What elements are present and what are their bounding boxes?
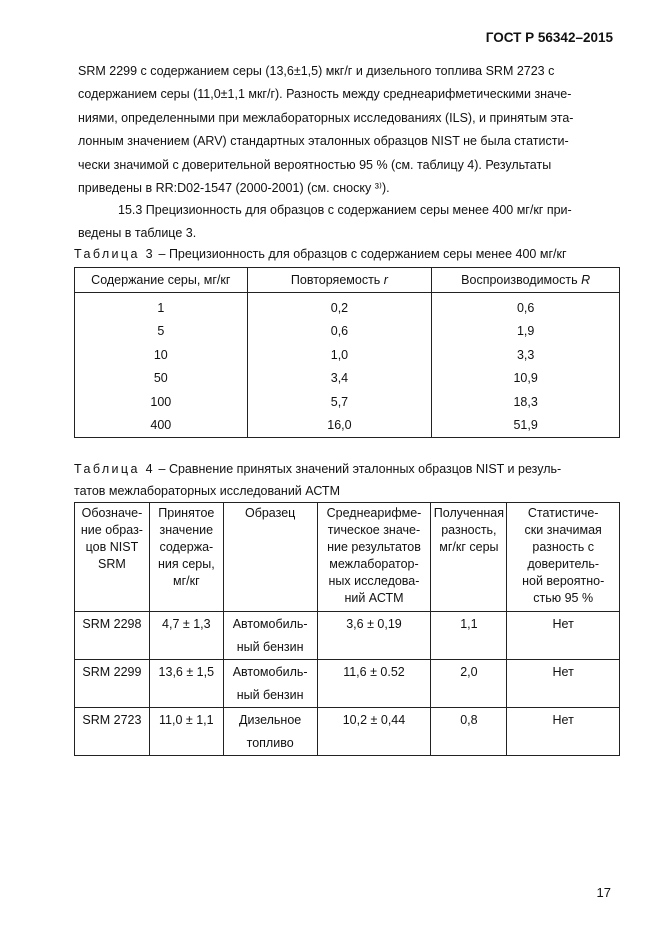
table3-precision [74, 267, 620, 438]
table-row [75, 660, 620, 708]
table-cell: 11,0 ± 1,1 [149, 708, 223, 756]
table-cell: 4,7 ± 1,3 [149, 612, 223, 660]
table-cell: 10,9 [432, 367, 620, 391]
table-cell: 3,3 [432, 343, 620, 367]
column-header-difference: Полученная разность, мг/кг серы [431, 503, 507, 612]
paragraph-line: 15.3 Прецизионность для образцов с содержанием серы менее 400 мг/кг при- [118, 203, 572, 217]
table-header-row [75, 503, 620, 612]
table-cell: 51,9 [432, 414, 620, 438]
table-row [75, 390, 620, 414]
table-row [75, 320, 620, 344]
table3-caption-label: Таблица 3 [74, 247, 156, 261]
table-cell: 1,1 [431, 612, 507, 660]
paragraph-line: лонным значением (ARV) стандартных эталонных образцов NIST не была статисти- [78, 134, 569, 149]
table-row [75, 293, 620, 320]
table-cell: 5 [75, 320, 248, 344]
table-header-row [75, 268, 620, 293]
repeatability-label: Повторяемость r [290, 273, 388, 287]
table-cell: 1,0 [247, 343, 432, 367]
table-cell: 18,3 [432, 390, 620, 414]
paragraph-line: ниями, определенными при межлабораторных исследованиях (ILS), и принятым эта- [78, 110, 574, 125]
paragraph-line: ведены в таблице 3. [78, 226, 197, 241]
paragraph-line: приведены в RR:D02-1547 (2000-2001) (см. сноску ³⁾). [78, 181, 390, 196]
table-cell: 0,6 [432, 293, 620, 320]
column-header-sulfur: Содержание серы, мг/кг [75, 268, 248, 293]
table-cell: 1 [75, 293, 248, 320]
table4-caption-text: – Сравнение принятых значений эталонных образцов NIST и резуль- [155, 462, 562, 476]
table-cell: 3,6 ± 0,19 [317, 612, 431, 660]
table-cell: Автомобиль- ный бензин [223, 612, 317, 660]
table-cell: 2,0 [431, 660, 507, 708]
table-row [75, 612, 620, 660]
column-header-srm: Обозначе- ние образ- цов NIST SRM [75, 503, 150, 612]
table-cell: 10,2 ± 0,44 [317, 708, 431, 756]
table-row [75, 414, 620, 438]
column-header-sample: Образец [223, 503, 317, 612]
table-cell: 400 [75, 414, 248, 438]
page-number: 17 [596, 885, 611, 900]
paragraph-line: чески значимой с доверительной вероятностью 95 % (см. таблицу 4). Результаты [78, 157, 552, 172]
table4-caption-text-cont: татов межлабораторных исследований АСТМ [74, 484, 340, 498]
column-header-reproducibility [432, 268, 620, 293]
table-cell: 100 [75, 390, 248, 414]
table-cell: 11,6 ± 0.52 [317, 660, 431, 708]
table-cell: Нет [507, 660, 620, 708]
table-cell: 0,6 [247, 320, 432, 344]
paragraph-srm-results [78, 60, 612, 200]
table-cell: Автомобиль- ный бензин [223, 660, 317, 708]
table-cell: 50 [75, 367, 248, 391]
table4-comparison [74, 502, 620, 756]
column-header-repeatability [247, 268, 432, 293]
table-row [75, 367, 620, 391]
column-header-accepted-value: Принятое значение содержа- ния серы, мг/кг [149, 503, 223, 612]
table3-caption-text: – Прецизионность для образцов с содержанием серы менее 400 мг/кг [155, 247, 567, 261]
paragraph-line: SRM 2299 с содержанием серы (13,6±1,5) мкг/г и дизельного топлива SRM 2723 с [78, 64, 555, 78]
table4-caption [74, 458, 614, 502]
table4-caption-label: Таблица 4 [74, 462, 156, 476]
paragraph-15-3 [78, 199, 612, 246]
table-cell: SRM 2299 [75, 660, 150, 708]
table-cell: 0,2 [247, 293, 432, 320]
table-cell: 1,9 [432, 320, 620, 344]
table-cell: 0,8 [431, 708, 507, 756]
table-cell: 16,0 [247, 414, 432, 438]
table-cell: Дизельное топливо [223, 708, 317, 756]
table3-caption [74, 246, 567, 262]
table-cell: 5,7 [247, 390, 432, 414]
column-header-significance: Статистиче- ски значимая разность с доверитель- ной вероятно- стью 95 % [507, 503, 620, 612]
table-cell: Нет [507, 708, 620, 756]
table-cell: SRM 2298 [75, 612, 150, 660]
table-cell: SRM 2723 [75, 708, 150, 756]
column-header-astm-mean: Среднеарифме- тическое значе- ние результатов межлаборатор- ных исследова- ний АСТМ [317, 503, 431, 612]
table-row [75, 343, 620, 367]
table-cell: Нет [507, 612, 620, 660]
document-header: ГОСТ Р 56342–2015 [485, 30, 613, 45]
paragraph-line: содержанием серы (11,0±1,1 мкг/г). Разность между среднеарифметическими значе- [78, 87, 572, 102]
table-cell: 3,4 [247, 367, 432, 391]
reproducibility-label: Воспроизводимость R [461, 273, 591, 287]
table-row [75, 708, 620, 756]
table-cell: 10 [75, 343, 248, 367]
table-cell: 13,6 ± 1,5 [149, 660, 223, 708]
